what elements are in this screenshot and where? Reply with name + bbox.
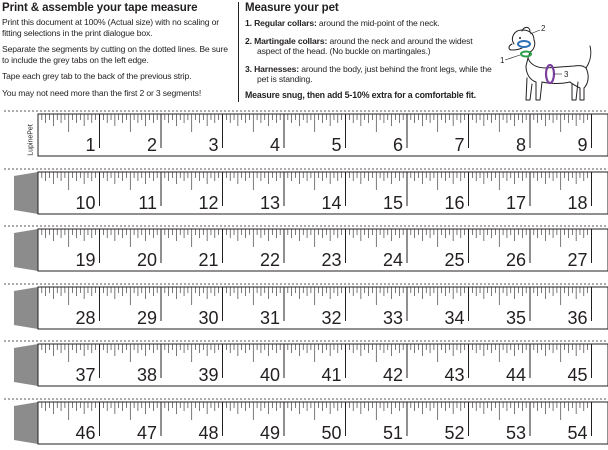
- ruler-number: 53: [505, 423, 526, 443]
- print-paragraph: You may not need more than the first 2 or 3 segments!: [2, 87, 202, 98]
- ruler-strip: [0, 283, 608, 331]
- ruler-number: 46: [75, 423, 96, 443]
- ruler-number: 51: [382, 423, 403, 443]
- ruler-number: 12: [198, 193, 219, 213]
- brand-label: [26, 117, 36, 163]
- ruler-number: 48: [198, 423, 219, 443]
- measure-item-label: 2. Martingale collars:: [245, 35, 328, 46]
- grey-tab: [14, 344, 38, 386]
- print-title: Print & assemble your tape measure: [2, 2, 198, 14]
- ruler-number: 44: [505, 365, 526, 385]
- ruler-number: 35: [505, 308, 526, 328]
- ruler-number: 41: [321, 365, 342, 385]
- ruler-number: 18: [567, 193, 588, 213]
- ruler-number: 6: [392, 135, 403, 155]
- measure-item-label: 3. Harnesses:: [245, 63, 299, 74]
- print-paragraph: Separate the segments by cutting on the dotted lines. Be sure to include the grey tabs on the left edge.: [2, 44, 228, 65]
- measure-tip: Measure snug, then add 5-10% extra for a comfortable fit.: [245, 89, 476, 100]
- ruler-number: 43: [444, 365, 465, 385]
- ruler-number: 45: [567, 365, 588, 385]
- measure-title: Measure your pet: [245, 2, 339, 14]
- ruler-strip: [0, 398, 608, 446]
- grey-tab: [14, 172, 38, 214]
- martingale-collar-icon: [518, 41, 530, 47]
- ruler-number: 9: [577, 135, 588, 155]
- ruler-strip: [0, 225, 608, 273]
- measure-item-text: around the neck and around the widest aspect of the head. (No buckle on martingales.): [257, 35, 473, 57]
- ruler-number: 17: [505, 193, 526, 213]
- ruler-number: 21: [198, 250, 219, 270]
- ruler-number: 50: [321, 423, 342, 443]
- ruler-number: 11: [138, 193, 157, 213]
- print-paragraph: Tape each grey tab to the back of the previous strip.: [2, 71, 192, 82]
- ruler-number: 22: [259, 250, 280, 270]
- ruler-number: 39: [198, 365, 219, 385]
- callout-2: 2: [541, 24, 546, 33]
- ruler-number: 49: [259, 423, 280, 443]
- measure-item-label: 1. Regular collars:: [245, 18, 317, 28]
- ruler-number: 30: [198, 308, 219, 328]
- print-paragraph: Print this document at 100% (Actual size) with no scaling or fitting selections in the print dialogue box.: [2, 17, 219, 38]
- ruler-number: 3: [208, 135, 219, 155]
- ruler-number: 31: [259, 308, 280, 328]
- ruler-number: 38: [136, 365, 157, 385]
- ruler-number: 33: [382, 308, 403, 328]
- measure-item-text: around the body, just behind the front legs, while the pet is standing.: [257, 63, 492, 85]
- grey-tab: [14, 402, 38, 444]
- ruler-number: 5: [331, 135, 342, 155]
- ruler-number: 7: [454, 135, 465, 155]
- ruler-number: 42: [382, 365, 403, 385]
- measure-item: [245, 18, 495, 29]
- grey-tab: [14, 287, 38, 329]
- ruler-number: 23: [321, 250, 342, 270]
- ruler-number: 1: [85, 135, 96, 155]
- ruler-number: 52: [444, 423, 465, 443]
- ruler-number: 8: [515, 135, 526, 155]
- ruler-number: 54: [567, 423, 588, 443]
- ruler-number: 37: [75, 365, 96, 385]
- ruler-number: 10: [75, 193, 96, 213]
- ruler-number: 27: [567, 250, 588, 270]
- ruler-number: 29: [136, 308, 157, 328]
- ruler-strip: [0, 168, 608, 216]
- ruler-strip: [0, 110, 608, 158]
- instructions-print: [2, 0, 234, 99]
- ruler-number: 26: [505, 250, 526, 270]
- grey-tab: [14, 229, 38, 271]
- ruler-number: 14: [321, 193, 342, 213]
- ruler-number: 20: [136, 250, 157, 270]
- ruler-number: 13: [259, 193, 280, 213]
- measure-list: [245, 18, 495, 85]
- ruler-number: 28: [75, 308, 96, 328]
- callout-3: 3: [564, 70, 569, 79]
- ruler-number: 40: [259, 365, 280, 385]
- dog-illustration: [500, 22, 600, 104]
- ruler-number: 34: [444, 308, 465, 328]
- ruler-number: 4: [269, 135, 280, 155]
- measure-item-text: around the mid-point of the neck.: [316, 18, 440, 28]
- ruler-number: 16: [444, 193, 465, 213]
- ruler-number: 47: [136, 423, 157, 443]
- dog-outline-icon: [509, 27, 591, 100]
- ruler-number: 24: [382, 250, 403, 270]
- ruler-strip: [0, 340, 608, 388]
- measure-item: [245, 36, 495, 57]
- ruler-number: 32: [321, 308, 342, 328]
- brand-text: LupinePet: [27, 124, 35, 156]
- ruler-number: 2: [146, 135, 157, 155]
- ruler-number: 15: [382, 193, 403, 213]
- column-divider: [238, 2, 239, 102]
- ruler-number: 25: [444, 250, 465, 270]
- callout-1: 1: [500, 56, 505, 65]
- measure-item: [245, 64, 495, 85]
- ruler-number: 36: [567, 308, 588, 328]
- ruler-number: 19: [75, 250, 96, 270]
